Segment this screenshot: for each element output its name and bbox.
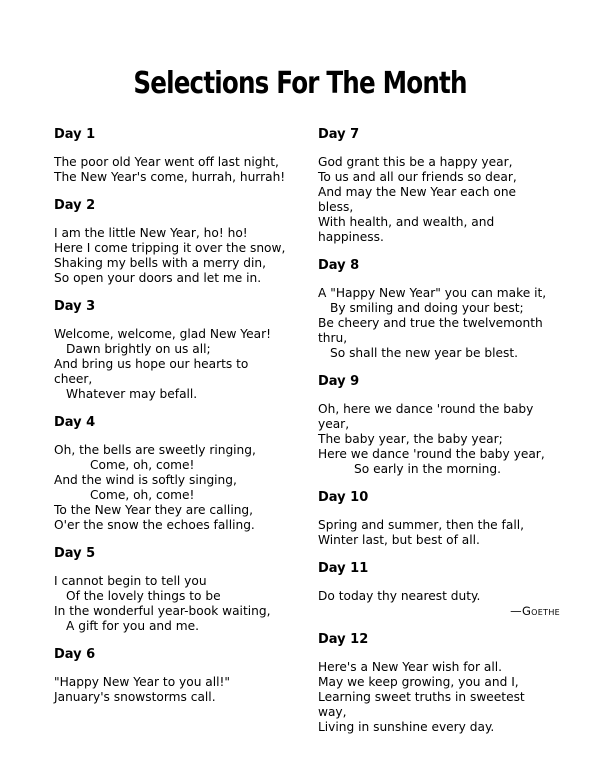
poem-line: So open your doors and let me in.: [54, 271, 262, 285]
poem-line: Here's a New Year wish for all.: [318, 660, 503, 674]
day-heading: Day 2: [54, 198, 96, 213]
poem-line: bless,: [318, 200, 354, 214]
entry-day-7: [318, 127, 568, 245]
poem-line: The baby year, the baby year;: [318, 432, 503, 446]
poem: [318, 286, 568, 361]
day-heading: Day 12: [318, 632, 369, 647]
entry-day-11: [318, 561, 568, 619]
poem-line: The New Year's come, hurrah, hurrah!: [54, 170, 286, 184]
poem-line: To us and all our friends so dear,: [318, 170, 517, 184]
poem-line: Do today thy nearest duty.: [318, 589, 481, 603]
entry-day-10: [318, 490, 568, 548]
poem-line: May we keep growing, you and I,: [318, 675, 519, 689]
entry-day-4: [54, 415, 304, 533]
poem-line: year,: [318, 417, 350, 431]
entry-day-1: [54, 127, 304, 185]
poem-line: Spring and summer, then the fall,: [318, 518, 524, 532]
entry-day-9: [318, 374, 568, 477]
entry-day-8: [318, 258, 568, 361]
left-column: [54, 127, 304, 705]
day-heading: Day 1: [54, 127, 96, 142]
poem-line: Come, oh, come!: [90, 458, 195, 472]
poem-line: Welcome, welcome, glad New Year!: [54, 327, 271, 341]
poem: [54, 443, 304, 533]
day-heading: Day 8: [318, 258, 360, 273]
day-heading: Day 4: [54, 415, 96, 430]
poem-line: happiness.: [318, 230, 384, 244]
day-heading: Day 10: [318, 490, 369, 505]
poem-line: Come, oh, come!: [90, 488, 195, 502]
poem: [54, 226, 304, 286]
poem-line: Oh, the bells are sweetly ringing,: [54, 443, 256, 457]
poem-line: In the wonderful year-book waiting,: [54, 604, 271, 618]
poem-line: cheer,: [54, 372, 93, 386]
poem-line: Here we dance 'round the baby year,: [318, 447, 545, 461]
poem-line: By smiling and doing your best;: [330, 301, 524, 315]
poem: [318, 402, 568, 477]
poem-line: So early in the morning.: [354, 462, 501, 476]
day-heading: Day 6: [54, 647, 96, 662]
poem-line: To the New Year they are calling,: [54, 503, 254, 517]
poem-line: "Happy New Year to you all!": [54, 675, 231, 689]
poem-line: January's snowstorms call.: [54, 690, 216, 704]
poem: [54, 675, 304, 705]
poem-line: Shaking my bells with a merry din,: [54, 256, 266, 270]
entry-day-6: [54, 647, 304, 705]
poem-line: O'er the snow the echoes falling.: [54, 518, 255, 532]
poem-line: Here I come tripping it over the snow,: [54, 241, 286, 255]
entry-day-12: [318, 632, 568, 735]
poem-line: I cannot begin to tell you: [54, 574, 207, 588]
page-title: Selections For The Month: [133, 66, 467, 101]
day-heading: Day 5: [54, 546, 96, 561]
poem-line: Oh, here we dance 'round the baby: [318, 402, 534, 416]
right-column: [318, 127, 568, 735]
day-heading: Day 3: [54, 299, 96, 314]
poem: [54, 574, 304, 634]
poem: [54, 155, 304, 185]
poem-line: Living in sunshine every day.: [318, 720, 495, 734]
poem: [318, 155, 568, 245]
poem-line: I am the little New Year, ho! ho!: [54, 226, 248, 240]
entry-day-2: [54, 198, 304, 286]
poem-line: thru,: [318, 331, 348, 345]
poem-line: A gift for you and me.: [66, 619, 200, 633]
poem-line: Learning sweet truths in sweetest: [318, 690, 525, 704]
entry-day-5: [54, 546, 304, 634]
attribution: —Goethe: [510, 604, 560, 618]
poem-line: A "Happy New Year" you can make it,: [318, 286, 547, 300]
poem-line: With health, and wealth, and: [318, 215, 495, 229]
poem-line: God grant this be a happy year,: [318, 155, 513, 169]
poem-line: And may the New Year each one: [318, 185, 517, 199]
poem-line: Winter last, but best of all.: [318, 533, 480, 547]
poem: [318, 589, 568, 619]
poem-line: And bring us hope our hearts to: [54, 357, 249, 371]
poem: [318, 518, 568, 548]
entry-day-3: [54, 299, 304, 402]
day-heading: Day 7: [318, 127, 360, 142]
poem-line: Be cheery and true the twelvemonth: [318, 316, 543, 330]
poem-line: way,: [318, 705, 347, 719]
poem-line: Of the lovely things to be: [66, 589, 221, 603]
day-heading: Day 9: [318, 374, 360, 389]
poem-line: And the wind is softly singing,: [54, 473, 237, 487]
poem-line: The poor old Year went off last night,: [54, 155, 279, 169]
day-heading: Day 11: [318, 561, 369, 576]
poem-line: Whatever may befall.: [66, 387, 198, 401]
poem: [54, 327, 304, 402]
poem-line: So shall the new year be blest.: [330, 346, 518, 360]
poem: [318, 660, 568, 735]
poem-line: Dawn brightly on us all;: [66, 342, 211, 356]
